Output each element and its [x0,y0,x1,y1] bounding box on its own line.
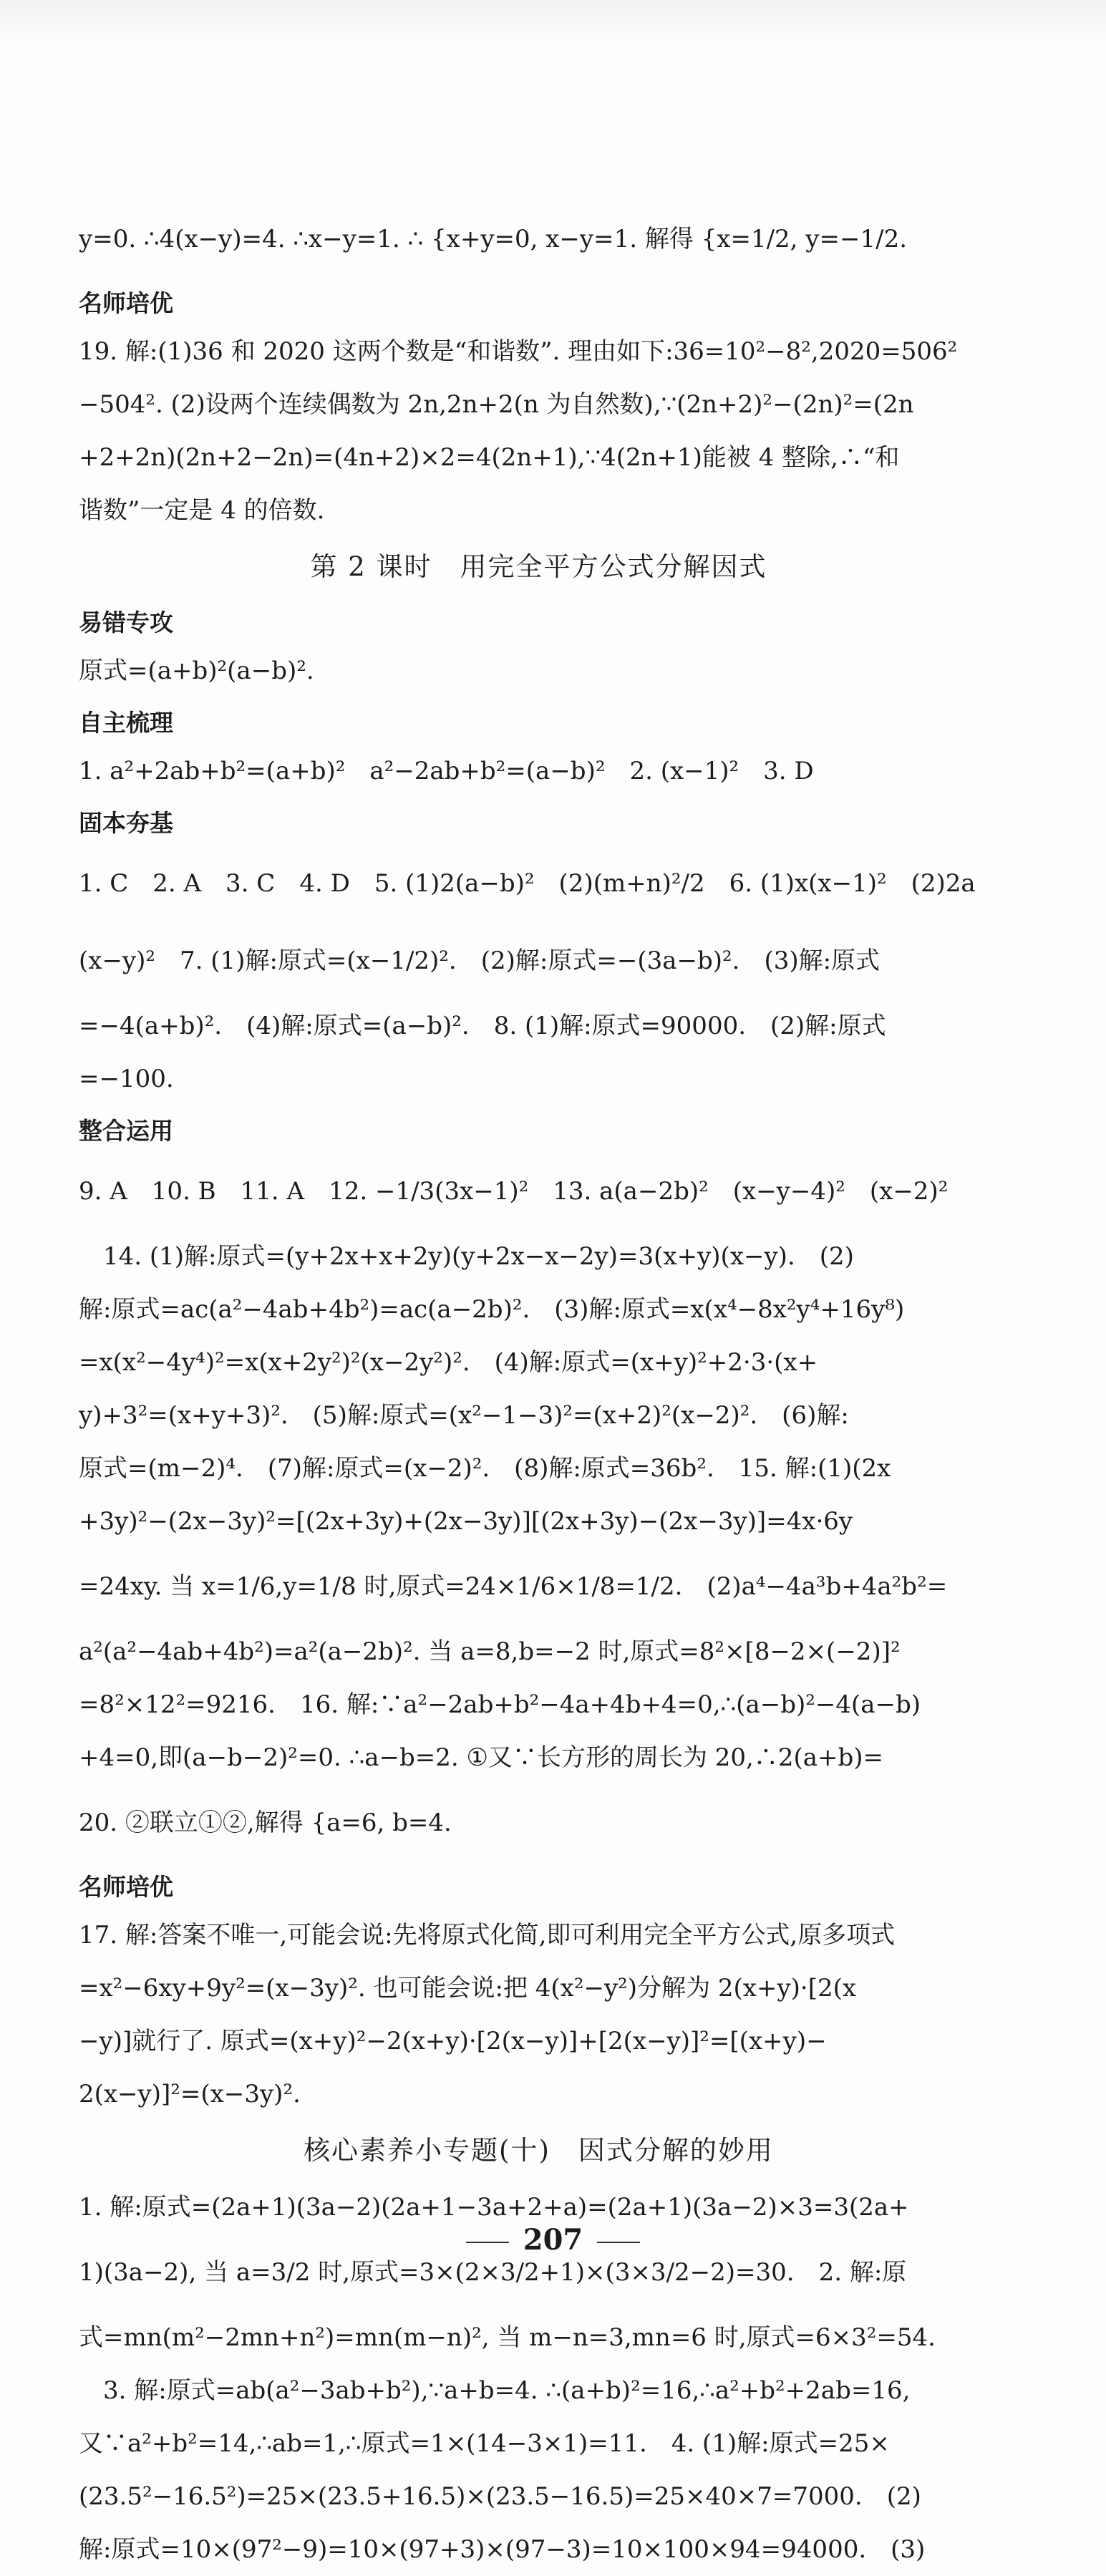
text-line: (x−y)² 7. (1)解:原式=(x−1/2)². (2)解:原式=−(3a−b)². (3)解:原式 [79,946,881,975]
text-line: y)+3²=(x+y+3)². (5)解:原式=(x²−1−3)²=(x+2)²(x−2)². (6)解: [79,1401,849,1430]
text-line: 17. 解:答案不唯一,可能会说:先将原式化简,即可利用完全平方公式,原多项式 [79,1921,896,1950]
section-heading-basics: 固本夯基 [79,809,173,837]
text-line: =8²×12²=9216. 16. 解:∵a²−2ab+b²−4a+4b+4=0,∴(a−b)²−4(a−b) [79,1690,921,1719]
text-line: −504². (2)设两个连续偶数为 2n,2n+2(n 为自然数),∵(2n+2)²−(2n)²=(2n [79,390,914,419]
section-heading-mistakes: 易错专攻 [79,609,173,636]
text-line: 1. a²+2ab+b²=(a+b)² a²−2ab+b²=(a−b)² 2. (x−1)² 3. D [79,757,814,785]
text-line: =24xy. 当 x=1/6,y=1/8 时,原式=24×1/6×1/8=1/2. (2)a⁴−4a³b+4a²b²= [79,1572,948,1601]
page-number-value: 207 [523,2223,583,2257]
text-line: 1. 解:原式=(2a+1)(3a−2)(2a+1−3a+2+a)=(2a+1)(3a−2)×3=3(2a+ [79,2193,909,2222]
section-heading-integration: 整合运用 [79,1117,173,1145]
text-line: a²(a²−4ab+4b²)=a²(a−2b)². 当 a=8,b=−2 时,原式=8²×[8−2×(−2)]² [79,1637,901,1666]
section-19 [79,325,999,537]
text-line: 又∵a²+b²=14,∴ab=1,∴原式=1×(14−3×1)=11. 4. (1)解:原式=25× [79,2429,890,2458]
text-line: =x²−6xy+9y²=(x−3y)². 也可能会说:把 4(x²−y²)分解为 2(x+y)·[2(x [79,1974,857,2003]
text-line: 20. ②联立①②,解得 {a=6, b=4. [79,1808,452,1837]
text-line: =−4(a+b)². (4)解:原式=(a−b)². 8. (1)解:原式=90000. (2)解:原式 [79,1012,886,1040]
topic-title: 核心素养小专题(十) 因式分解的妙用 [304,2135,774,2166]
text-line: 3. 解:原式=ab(a²−3ab+b²),∵a+b=4. ∴(a+b)²=16,∴a²+b²+2ab=16, [79,2376,911,2405]
text-line: 式=mn(m²−2mn+n²)=mn(m−n)², 当 m−n=3,mn=6 时,原式=6×3²=54. [79,2323,936,2352]
text-line: 9. A 10. B 11. A 12. −1/3(3x−1)² 13. a(a−2b)² (x−y−4)² (x−2)² [79,1177,949,1206]
section-heading-review: 自主梳理 [79,709,173,737]
text-line: =x(x²−4y⁴)²=x(x+2y²)²(x−2y²)². (4)解:原式=(x+y)²+2·3·(x+ [79,1348,818,1377]
text-line: =−100. [79,1065,174,1093]
section-heading-teacher: 名师培优 [79,289,173,317]
text-line: 解:原式=10×(97²−9)=10×(97+3)×(97−3)=10×100×94=94000. (3) [79,2535,926,2564]
text-line: +2+2n)(2n+2−2n)=(4n+2)×2=4(2n+1),∵4(2n+1)能被 4 整除,∴“和 [79,443,900,472]
text-line: 1)(3a−2), 当 a=3/2 时,原式=3×(2×3/2+1)×(3×3/2−2)=30. 2. 解:原 [79,2258,907,2287]
page-number [0,2223,1106,2257]
text-line: 原式=(a+b)²(a−b)². [79,657,314,685]
section-heading-teacher-2: 名师培优 [79,1873,173,1901]
text-line: y=0. ∴4(x−y)=4. ∴x−y=1. ∴ {x+y=0, x−y=1. 解得 {x=1/2, y=−1/2. [79,225,908,253]
text-line: 解:原式=ac(a²−4ab+4b²)=ac(a−2b)². (3)解:原式=x(x⁴−8x²y⁴+16y⁸) [79,1295,905,1324]
text-line: 2(x−y)]²=(x−3y)². [79,2080,301,2108]
section-integration [79,1153,999,1861]
section-basics [79,845,999,1105]
page-number-dash-left [466,2242,509,2243]
page-number-dash-right [597,2242,640,2243]
text-line: 谐数”一定是 4 的倍数. [79,496,325,525]
section-17 [79,1909,999,2121]
text-line: 19. 解:(1)36 和 2020 这两个数是“和谐数”. 理由如下:36=10²−8²,2020=506² [79,337,958,366]
text-line: +3y)²−(2x−3y)²=[(2x+3y)+(2x−3y)][(2x+3y)−(2x−3y)]=4x·6y [79,1507,853,1536]
text-line: −y)]就行了. 原式=(x+y)²−2(x+y)·[2(x−y)]+[2(x−y)]²=[(x+y)− [79,2027,827,2056]
text-line: 原式=(m−2)⁴. (7)解:原式=(x−2)². (8)解:原式=36b². 15. 解:(1)(2x [79,1454,891,1483]
lesson-title: 第 2 课时 用完全平方公式分解因式 [310,551,767,582]
text-line: 14. (1)解:原式=(y+2x+x+2y)(y+2x−x−2y)=3(x+y)(x−y). (2) [79,1242,854,1271]
text-line: +4=0,即(a−b−2)²=0. ∴a−b=2. ①又∵长方形的周长为 20,∴2(a+b)= [79,1743,884,1772]
text-line: 1. C 2. A 3. C 4. D 5. (1)2(a−b)² (2)(m+n)²/2 6. (1)x(x−1)² (2)2a [79,869,976,898]
text-line: (23.5²−16.5²)=25×(23.5+16.5)×(23.5−16.5)=25×40×7=7000. (2) [79,2482,921,2511]
